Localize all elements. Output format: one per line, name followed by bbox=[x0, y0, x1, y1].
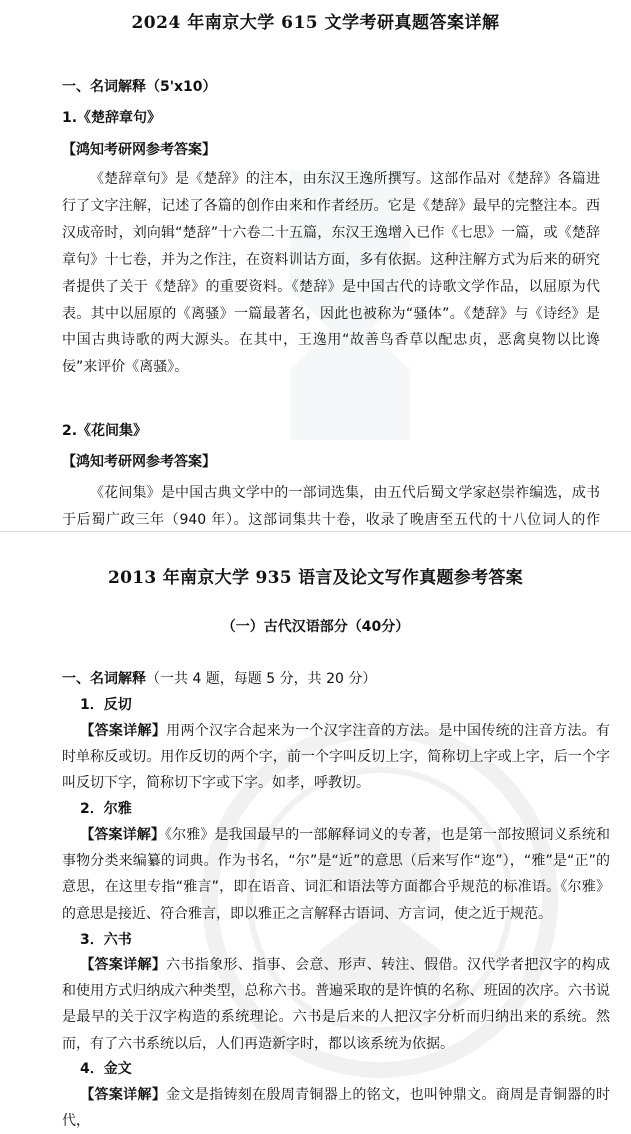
answer-paragraph-fanqie bbox=[62, 718, 610, 797]
term-heading-erya: 2．尔雅 bbox=[80, 801, 132, 817]
answer-paragraph-truncated: 《花间集》是中国古典文学中的一部词选集，由五代后蜀文学家赵崇祚编选，成书于后蜀广政三年（940 年）。这部词集共十卷，收录了晚唐至五代的十八位词人的作 bbox=[62, 485, 600, 528]
section-heading: 一、名词解释（5'x10） bbox=[62, 79, 217, 95]
answer-paragraph-jinwen bbox=[62, 1082, 610, 1130]
term-heading-chuci-zhangju: 1.《楚辞章句》 bbox=[62, 110, 162, 126]
answer-text: 《尔雅》是我国最早的一部解释词义的专著，也是第一部按照词义系统和事物分类来编纂的词典。作为书名，“尔”是“近”的意思（后来写作“迩”），“雅”是“正”的意思，在这里专指“雅言”，即在语音、词汇和语法等方面都合乎规范的标准语。《尔雅》的意思是接近、符合雅言，即以雅正之言解释古语词、方言词，使之近于规范。 bbox=[62, 827, 610, 922]
term-heading-jinwen: 4．金文 bbox=[80, 1061, 132, 1077]
answer-paragraph: 《楚辞章句》是《楚辞》的注本，由东汉王逸所撰写。这部作品对《楚辞》各篇进行了文字注解，记述了各篇的创作由来和作者经历。它是《楚辞》最早的完整注本。西汉成帝时，刘向辑“楚辞”十六卷二十五篇，东汉王逸增入已作《七思》一篇，或《楚辞章句》十七卷，并为之作注，在资料训诂方面，多有依据。这种注解方式为后来的研究者提供了关于《楚辞》的重要资料。《楚辞》是中国古代的诗歌文学作品，以屈原为代表。其中以屈原的《离骚》一篇最著名，因此也被称为“骚体”。《楚辞》与《诗经》是中国古典诗歌的两大源头。在其中，王逸用“故善鸟香草以配忠贞，恶禽臭物以比谗佞”来评价《离骚》。 bbox=[62, 171, 600, 376]
reference-answer-label: 【鸿知考研网参考答案】 bbox=[62, 454, 216, 470]
exam-page-1 bbox=[0, 0, 631, 531]
answer-text: 六书指象形、指事、会意、形声、转注、假借。汉代学者把汉字的构成和使用方式归纳成六种类型，总称六书。普遍采取的是许慎的名称、班固的次序。六书说是最早的关于汉字构造的系统理论。六书是后来的人把汉字分析而归纳出来的系统。然而，有了六书系统以后，人们再造新字时，都以该系统为依据。 bbox=[62, 957, 610, 1052]
section-heading-bold: 一、名词解释 bbox=[62, 671, 146, 687]
answer-paragraph-liushu bbox=[62, 952, 610, 1057]
answer-paragraph-erya bbox=[62, 822, 610, 927]
term-heading-huajian-ji: 2.《花间集》 bbox=[62, 423, 148, 439]
reference-answer-label: 【鸿知考研网参考答案】 bbox=[62, 142, 216, 158]
term-heading-liushu: 3．六书 bbox=[80, 932, 132, 948]
answer-detail-label: 【答案详解】 bbox=[80, 1087, 167, 1103]
term-heading-fanqie: 1．反切 bbox=[80, 697, 132, 713]
section-heading-note: （一共 4 题，每题 5 分，共 20 分） bbox=[146, 671, 377, 687]
section-heading-2013 bbox=[62, 668, 376, 688]
part-subtitle: （一）古代汉语部分（40分） bbox=[221, 619, 410, 635]
answer-text: 金文是指铸刻在殷周青铜器上的铭文，也叫钟鼎文。商周是青铜器的时代， bbox=[62, 1087, 610, 1130]
answer-detail-label: 【答案详解】 bbox=[80, 957, 167, 973]
document-title-2013: 2013 年南京大学 935 语言及论文写作真题参考答案 bbox=[108, 568, 523, 588]
answer-text: 用两个汉字合起来为一个汉字注音的方法。是中国传统的注音方法。有时单称反或切。用作反切的两个字，前一个字叫反切上字，简称切上字或上字，后一个字叫反切下字，简称切下字或下字。如孝，呼教切。 bbox=[62, 723, 610, 792]
answer-detail-label: 【答案详解】 bbox=[80, 827, 165, 843]
document-title: 2024 年南京大学 615 文学考研真题答案详解 bbox=[131, 13, 500, 33]
answer-detail-label: 【答案详解】 bbox=[80, 723, 167, 739]
